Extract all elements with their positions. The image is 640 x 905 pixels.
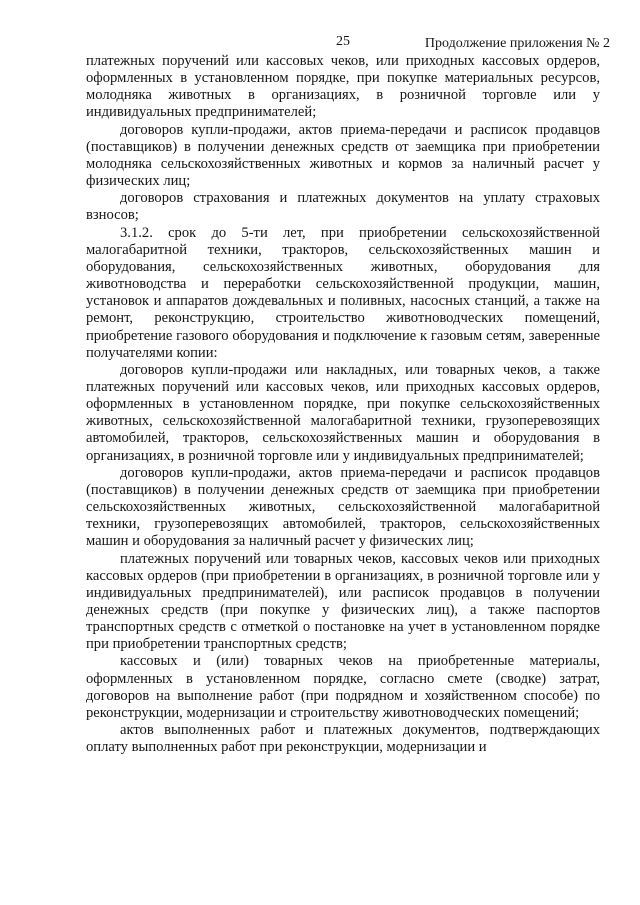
running-header: Продолжение приложения № 2 xyxy=(424,36,610,51)
page-number: 25 xyxy=(336,34,350,49)
document-body xyxy=(86,53,600,756)
paragraph: платежных поручений или товарных чеков, кассовых чеков или приходных кассовых ордеров (при приобретении в организациях, в розничной торговле или у индивидуальных предпринимателей), или расписок продавцов в получении денежных средств (при покупке у физических лиц), а также паспортов транспортных средств с отметкой о постановке на учет в установленном порядке при приобретении транспортных средств; xyxy=(86,550,600,653)
paragraph-clause-3-1-2: 3.1.2. срок до 5-ти лет, при приобретении сельскохозяйственной малогабаритной техники, тракторов, сельскохозяйственных машин и оборудования, сельскохозяйственных животных, оборудования для животноводства и переработки сельскохозяйственной продукции, машин, установок и аппаратов дождевальных и поливных, насосных станций, а также на ремонт, реконструкцию, строительство животноводческих помещений, приобретение газового оборудования и подключение к газовым сетям, заверенные получателями копии: xyxy=(86,224,600,361)
paragraph: договоров купли-продажи или накладных, или товарных чеков, а также платежных поручений или кассовых чеков, или приходных кассовых ордеров, оформленных в установленном порядке, при покупке сельскохозяйственных животных, сельскохозяйственной малогабаритной техники, грузоперевозящих автомобилей, тракторов, сельскохозяйственных машин и оборудования в организациях, в розничной торговле или у индивидуальных предпринимателей; xyxy=(86,361,600,464)
paragraph: договоров страхования и платежных документов на уплату страховых взносов; xyxy=(86,190,600,224)
paragraph: договоров купли-продажи, актов приема-передачи и расписок продавцов (поставщиков) в получении денежных средств от заемщика при приобретении сельскохозяйственных животных, сельскохозяйственной малогабаритной техники, грузоперевозящих автомобилей, тракторов, сельскохозяйственных машин и оборудования за наличный расчет у физических лиц; xyxy=(86,464,600,550)
paragraph-continued: платежных поручений или кассовых чеков, или приходных кассовых ордеров, оформленных в установленном порядке, при покупке материальных ресурсов, молодняка животных в организациях, в розничной торговле или у индивидуальных предпринимателей; xyxy=(86,53,600,121)
paragraph: кассовых и (или) товарных чеков на приобретенные материалы, оформленных в установленном порядке, согласно смете (сводке) затрат, договоров на выполнение работ (при подрядном и хозяйственном способе) по реконструкции, модернизации и строительству животноводческих помещений; xyxy=(86,653,600,721)
paragraph: договоров купли-продажи, актов приема-передачи и расписок продавцов (поставщиков) в получении денежных средств от заемщика при приобретении молодняка сельскохозяйственных животных и кормов за наличный расчет у физических лиц; xyxy=(86,121,600,190)
paragraph-truncated: актов выполненных работ и платежных документов, подтверждающих оплату выполненных работ при реконструкции, модернизации и xyxy=(86,722,600,756)
